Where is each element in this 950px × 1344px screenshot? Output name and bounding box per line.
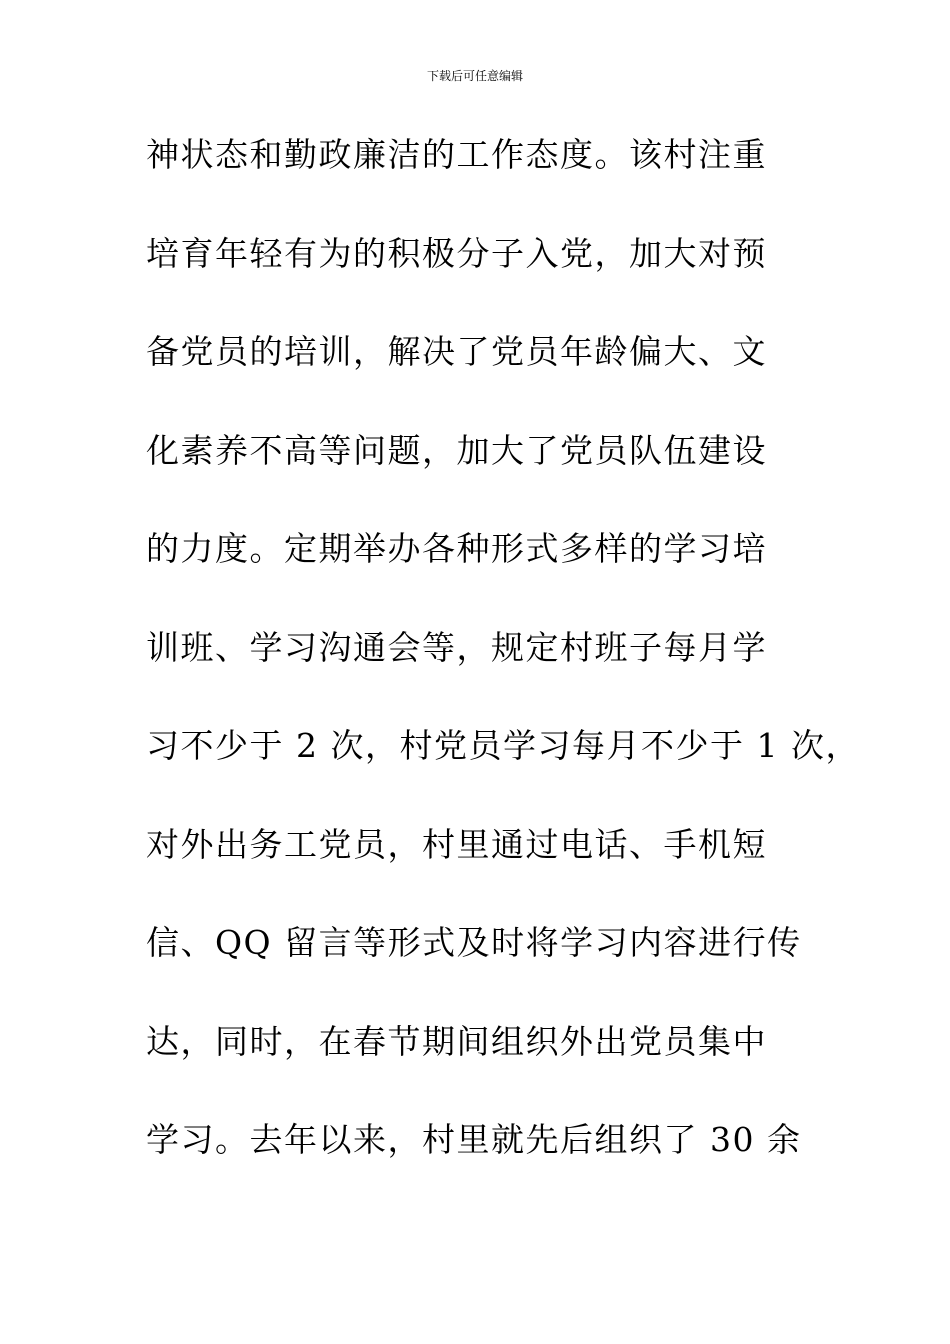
text-line: 信、QQ 留言等形式及时将学习内容进行传: [146, 923, 802, 962]
text-line: 神状态和勤政廉洁的工作态度。该村注重: [146, 135, 767, 174]
text-line: 的力度。定期举办各种形式多样的学习培: [146, 529, 767, 568]
text-line: 达，同时，在春节期间组织外出党员集中: [146, 1021, 767, 1061]
text-line: 对外出务工党员，村里通过电话、手机短: [146, 824, 767, 864]
text-line: 培育年轻有为的积极分子入党，加大对预: [146, 233, 767, 273]
text-line: 学习。去年以来，村里就先后组织了 30 余: [146, 1120, 802, 1159]
document-body: [146, 125, 860, 1209]
page-header: 下载后可任意编辑: [426, 69, 523, 83]
text-line: 训班、学习沟通会等，规定村班子每月学: [146, 627, 767, 667]
text-line: 备党员的培训，解决了党员年龄偏大、文: [146, 332, 767, 371]
text-line: 习不少于 2 次，村党员学习每月不少于 1 次，: [146, 726, 860, 765]
text-line: 化素养不高等问题，加大了党员队伍建设: [146, 430, 767, 470]
